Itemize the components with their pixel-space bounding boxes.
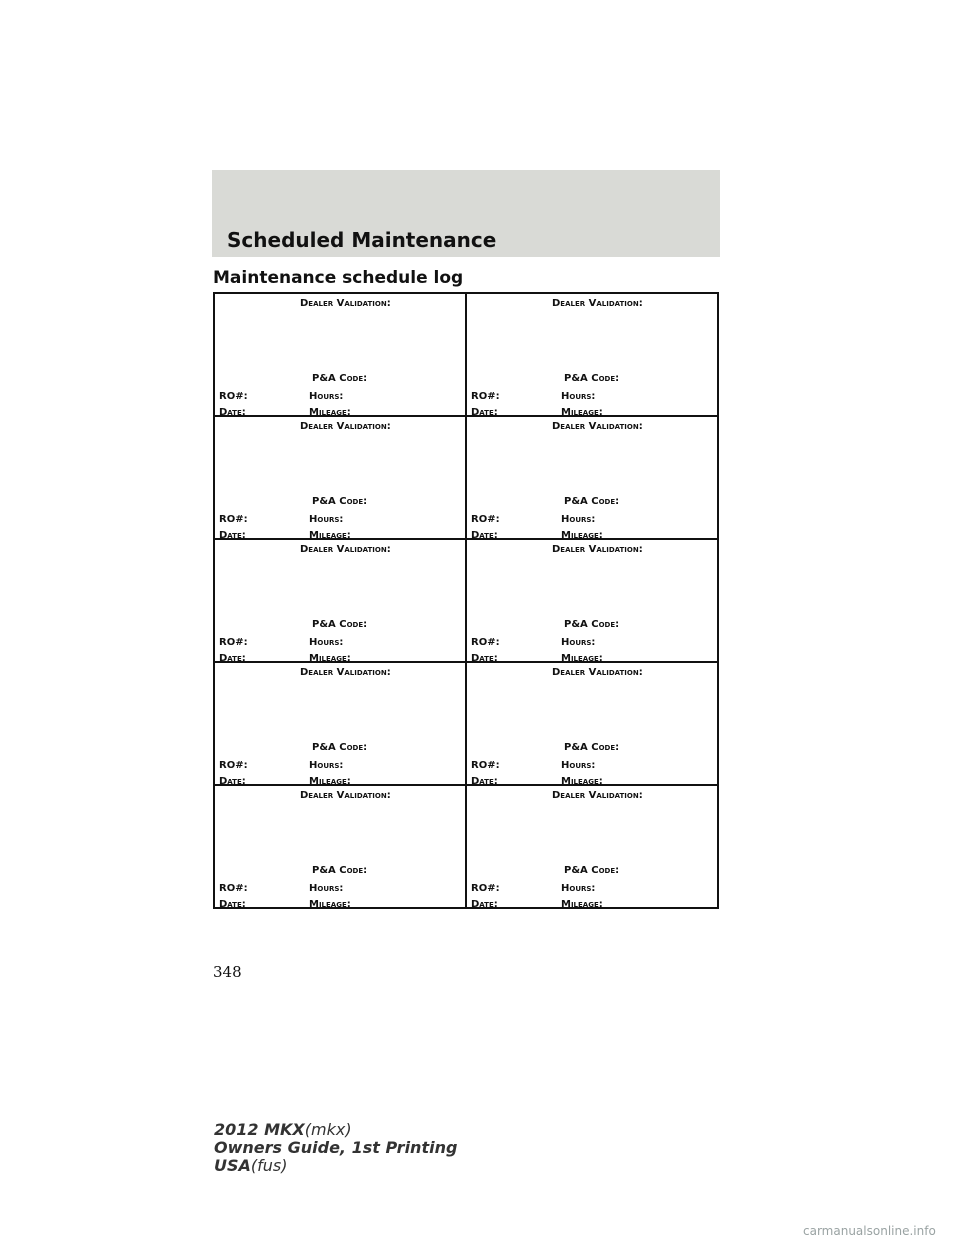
ro-label: RO#: xyxy=(219,883,248,894)
date-label: Date: xyxy=(219,407,246,418)
pa-code-label: P&A Code: xyxy=(312,496,368,507)
log-row xyxy=(215,415,717,541)
hours-label: Hours: xyxy=(309,391,344,402)
dealer-validation-label: Dealer Validation: xyxy=(552,667,643,678)
date-label: Date: xyxy=(471,530,498,541)
hours-label: Hours: xyxy=(309,637,344,648)
log-entry-cell xyxy=(465,786,717,910)
log-entry-cell xyxy=(215,417,465,541)
date-label: Date: xyxy=(219,899,246,910)
date-label: Date: xyxy=(471,899,498,910)
date-label: Date: xyxy=(471,407,498,418)
pa-code-label: P&A Code: xyxy=(564,742,620,753)
log-entry-cell xyxy=(465,294,717,418)
mileage-label: Mileage: xyxy=(561,407,603,418)
ro-label: RO#: xyxy=(219,391,248,402)
mileage-label: Mileage: xyxy=(561,899,603,910)
dealer-validation-label: Dealer Validation: xyxy=(552,298,643,309)
page-title: Maintenance schedule log xyxy=(213,268,464,288)
pa-code-label: P&A Code: xyxy=(312,619,368,630)
date-label: Date: xyxy=(219,653,246,664)
hours-label: Hours: xyxy=(561,514,596,525)
date-label: Date: xyxy=(219,776,246,787)
hours-label: Hours: xyxy=(561,883,596,894)
header-section-title: Scheduled Maintenance xyxy=(227,228,497,252)
mileage-label: Mileage: xyxy=(561,776,603,787)
mileage-label: Mileage: xyxy=(561,653,603,664)
log-row xyxy=(215,661,717,787)
pa-code-label: P&A Code: xyxy=(564,373,620,384)
dealer-validation-label: Dealer Validation: xyxy=(300,667,391,678)
ro-label: RO#: xyxy=(219,514,248,525)
dealer-validation-label: Dealer Validation: xyxy=(552,544,643,555)
date-label: Date: xyxy=(471,776,498,787)
ro-label: RO#: xyxy=(471,883,500,894)
pa-code-label: P&A Code: xyxy=(564,865,620,876)
log-entry-cell xyxy=(215,786,465,910)
dealer-validation-label: Dealer Validation: xyxy=(300,544,391,555)
pa-code-label: P&A Code: xyxy=(564,619,620,630)
date-label: Date: xyxy=(219,530,246,541)
mileage-label: Mileage: xyxy=(309,407,351,418)
footer-line-3: USA(fus) xyxy=(214,1156,288,1175)
footer xyxy=(214,1121,457,1175)
footer-line-1: 2012 MKX(mkx) xyxy=(214,1120,352,1139)
ro-label: RO#: xyxy=(471,760,500,771)
hours-label: Hours: xyxy=(561,637,596,648)
log-entry-cell xyxy=(465,663,717,787)
hours-label: Hours: xyxy=(309,760,344,771)
hours-label: Hours: xyxy=(561,760,596,771)
log-entry-cell xyxy=(215,540,465,664)
dealer-validation-label: Dealer Validation: xyxy=(300,790,391,801)
log-entry-cell xyxy=(215,663,465,787)
maintenance-log-table xyxy=(213,292,719,909)
dealer-validation-label: Dealer Validation: xyxy=(300,421,391,432)
watermark: carmanualsonline.info xyxy=(803,1224,936,1238)
mileage-label: Mileage: xyxy=(309,899,351,910)
mileage-label: Mileage: xyxy=(309,776,351,787)
date-label: Date: xyxy=(471,653,498,664)
log-entry-cell xyxy=(465,417,717,541)
hours-label: Hours: xyxy=(309,514,344,525)
pa-code-label: P&A Code: xyxy=(312,865,368,876)
log-row xyxy=(215,294,717,418)
dealer-validation-label: Dealer Validation: xyxy=(552,421,643,432)
ro-label: RO#: xyxy=(471,637,500,648)
pa-code-label: P&A Code: xyxy=(564,496,620,507)
dealer-validation-label: Dealer Validation: xyxy=(552,790,643,801)
log-row xyxy=(215,538,717,664)
mileage-label: Mileage: xyxy=(309,530,351,541)
ro-label: RO#: xyxy=(219,760,248,771)
mileage-label: Mileage: xyxy=(309,653,351,664)
footer-line-2: Owners Guide, 1st Printing xyxy=(214,1138,458,1157)
mileage-label: Mileage: xyxy=(561,530,603,541)
hours-label: Hours: xyxy=(561,391,596,402)
ro-label: RO#: xyxy=(471,514,500,525)
pa-code-label: P&A Code: xyxy=(312,742,368,753)
hours-label: Hours: xyxy=(309,883,344,894)
log-entry-cell xyxy=(465,540,717,664)
page-number: 348 xyxy=(213,963,242,981)
ro-label: RO#: xyxy=(219,637,248,648)
pa-code-label: P&A Code: xyxy=(312,373,368,384)
dealer-validation-label: Dealer Validation: xyxy=(300,298,391,309)
log-row xyxy=(215,784,717,910)
ro-label: RO#: xyxy=(471,391,500,402)
log-entry-cell xyxy=(215,294,465,418)
